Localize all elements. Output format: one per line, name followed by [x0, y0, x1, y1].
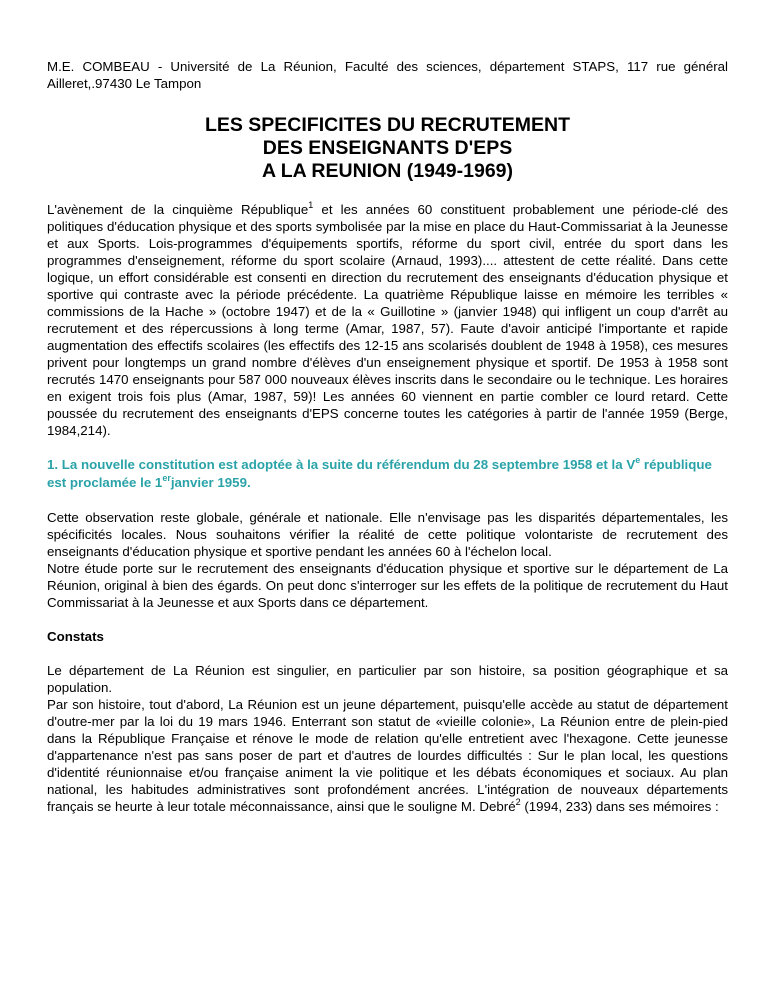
paragraph-observation: Cette observation reste globale, générale et nationale. Elle n'envisage pas les disparités départementales, les spécificités locales. Nous souhaitons vérifier la réalité de cette politique volontariste de recrutement des enseignants d'éducation physique et sportive pendant les années 60 à l'échelon local. — [47, 510, 728, 559]
author-affiliation: M.E. COMBEAU - Université de La Réunion, Faculté des sciences, département STAPS, 117 rue général Ailleret,.97430 Le Tampon — [47, 59, 728, 91]
footnote-ref-2: 2 — [515, 796, 521, 807]
intro-text-rest: et les années 60 constituent probablement une période-clé des politiques d'éducation physique et des sports symbolisée par la mise en place du Haut-Commissariat à la Jeunesse et aux Sports. Lois-programmes d'équipements sportifs, réforme du sport civil, entrée du sport dans les programmes d'enseignement, réforme du sport scolaire (Arnaud, 1993).... attestent de cette réalité. Dans cette logique, un effort considérable est consenti en direction du recrutement des enseignants d'éducation physique et sportive qui contraste avec la période précédente. La quatrième République laisse en mémoire les terribles « commissions de la Hache » (octobre 1947) et de la « Guillotine » (janvier 1948) qui infligent un coup d'arrêt au recrutement et des répercussions à long terme (Amar, 1987, 57). Faute d'avoir anticipé l'importante et rapide augmentation des effectifs scolaires (les effectifs des 12-15 ans scolarisés doublent de 1948 à 1958), ces mesures privent pour longtemps un grand nombre d'élèves d'un enseignement physique et sportif. De 1953 à 1958 sont recrutés 1470 enseignants pour 587 000 nouveaux élèves inscrits dans le secondaire ou le technique. Les horaires en exigent trois fois plus (Amar, 1987, 59)! Les années 60 viennent en partie combler ce lourd retard. Cette poussée du recrutement des enseignants d'EPS concerne toutes les catégories à partir de l'année 1959 (Berge, 1984,214). — [47, 202, 729, 438]
paragraph-history — [47, 696, 728, 815]
title-line-3: A LA REUNION (1949-1969) — [261, 160, 514, 182]
footnote-sup-e: e — [635, 454, 641, 465]
document-title — [47, 114, 728, 183]
intro-paragraph — [47, 201, 728, 439]
footnote-ref-1: 1 — [308, 199, 314, 210]
title-line-1: LES SPECIFICITES DU RECRUTEMENT — [204, 114, 571, 136]
paragraph-singular: Le département de La Réunion est singulier, en particulier par son histoire, sa position géographique et sa population. — [47, 663, 728, 695]
document-page — [47, 58, 728, 815]
footnote-1 — [47, 456, 728, 492]
section-heading-constats: Constats — [47, 629, 104, 644]
intro-text-start: L'avènement de la cinquième République — [47, 202, 309, 217]
footnote-text-2: république est proclamée le 1 — [47, 457, 712, 490]
footnote-text-3: janvier 1959. — [170, 475, 251, 490]
title-line-2: DES ENSEIGNANTS D'EPS — [262, 137, 513, 159]
footnote-text-1: 1. La nouvelle constitution est adoptée à la suite du référendum du 28 septembre 1958 et la V — [47, 457, 636, 472]
footnote-sup-er: er — [162, 472, 171, 483]
history-text-start: Par son histoire, tout d'abord, La Réunion est un jeune département, puisqu'elle accède au statut de département d'outre-mer par la loi du 19 mars 1946. Enterrant son statut de «vieille colonie», La Réunion entre de plein-pied dans la République Française et rénove le mode de relation qu'elle entretient avec l'hexagone. Cette jeunesse d'appartenance n'est pas sans poser de part et d'autres de lourdes difficultés : Sur le plan local, les questions d'identité réunionnaise et/ou française animent la vie politique et les débats économiques et sociaux. Au plan national, les habitudes administratives sont profondément ancrées. L'intégration de nouveaux départements français se heurte à leur totale méconnaissance, ainsi que le souligne M. Debré — [47, 697, 728, 814]
paragraph-study: Notre étude porte sur le recrutement des enseignants d'éducation physique et sportive sur le département de La Réunion, original à bien des égards. On peut donc s'interroger sur les effets de la politique de recrutement du Haut Commissariat à la Jeunesse et aux Sports dans ce département. — [47, 561, 728, 610]
history-text-rest: (1994, 233) dans ses mémoires : — [520, 799, 719, 814]
